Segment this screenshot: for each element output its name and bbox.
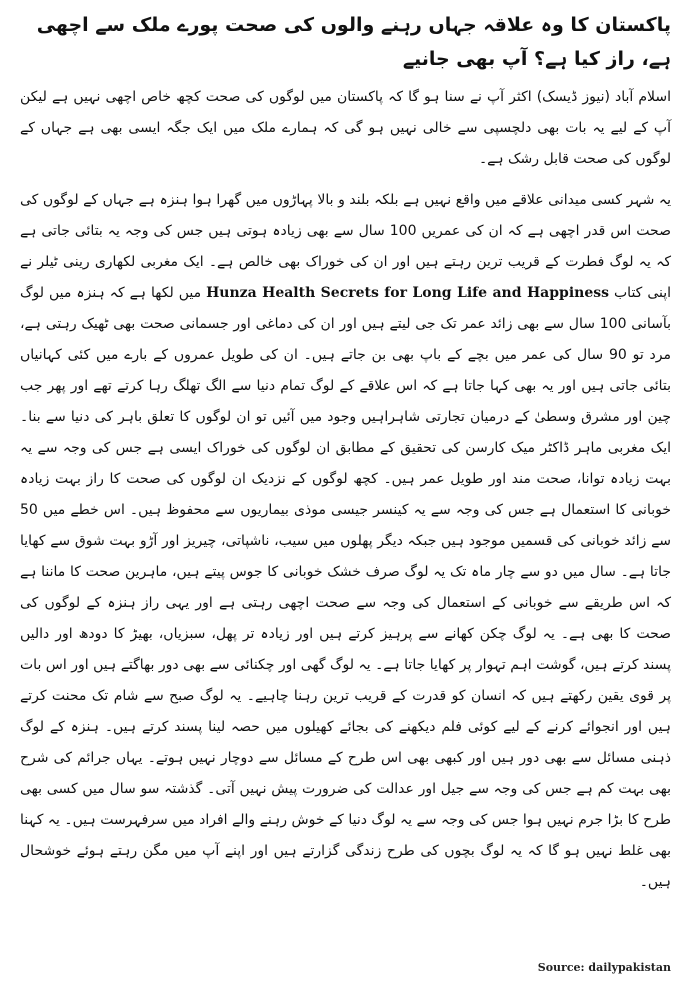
- article-paragraph-main: [20, 185, 671, 898]
- paragraph-text-before-book: یہ شہر کسی میدانی علاقے میں واقع نہیں ہے بلکہ بلند و بالا پہاڑوں میں گھرا ہوا ہنزہ ہے جہاں کے لوگوں کی صحت اس قدر اچھی ہے کہ ان کی عمریں 100 سال سے بھی زیادہ ہوتی ہیں جس کی وجہ یہ بتائی جاتی ہے کہ یہ لوگ فطرت کے قریب ترین رہتے ہیں اور ان کی خوراک بھی خالص ہے۔ ایک مغربی لکھاری رینی ٹیلر نے اپنی کتاب: [20, 192, 672, 301]
- source-credit: Source: dailypakistan: [537, 961, 671, 974]
- article-headline: پاکستان کا وہ علاقہ جہاں رہنے والوں کی صحت پورے ملک سے اچھی ہے، راز کیا ہے؟ آپ بھی جانیے: [36, 14, 671, 70]
- paragraph-text-after-book: میں لکھا ہے کہ ہنزہ میں لوگ بآسانی 100 سال سے بھی زائد عمر تک جی لیتے ہیں اور ان کی دماغی اور جسمانی صحت بھی ٹھیک رہتی ہے، مرد تو 90 سال کی عمر میں بچے کے باپ بھی بن جاتے ہیں۔ ان کی طویل عمروں کے بارے میں کئی کہانیاں بتائی جاتی ہیں اور یہ بھی کہا جاتا ہے کہ اس علاقے کے لوگ تمام دنیا سے الگ تھلگ رہا کرتے تھے اور پھر جب چین اور مشرق وسطیٰ کے درمیان تجارتی شاہراہیں وجود میں آئیں تو ان لوگوں کا تعلق باہر کی دنیا سے بنا۔ ایک مغربی ماہر ڈاکٹر میک کارسن کی تحقیق کے مطابق ان لوگوں کی خوراک ایسی ہے جس کی وجہ سے یہ بہت زیادہ توانا، صحت مند اور طویل عمر ہیں۔ کچھ لوگوں کے نزدیک ان لوگوں کی صحت کا راز بہت زیادہ خوبانی کا استعمال ہے جس کی وجہ سے یہ کینسر جیسی موذی بیماریوں سے محفوظ ہیں۔ اس خطے میں 50 سے زائد خوبانی کی قسمیں موجود ہیں جبکہ دیگر پھلوں میں سیب، ناشپاتی، چیریز اور آڑو بہت شوق سے کھایا جاتا ہے۔ سال میں دو سے چار ماہ تک یہ لوگ صرف خشک خوبانی کا جوس پیتے ہیں، ماہرین صحت کا ماننا ہے کہ اس طریقے سے خوبانی کے استعمال کی وجہ سے صحت اچھی رہتی ہے اور یہی راز ہنزہ کے لوگوں کی صحت کا بھی ہے۔ یہ لوگ چکن کھانے سے پرہیز کرتے ہیں اور زیادہ تر پھل، سبزیاں، بھیڑ کا دودھ اور دالیں پسند کرتے ہیں، گوشت اہم تہوار پر کھایا جاتا ہے۔ یہ لوگ گھی اور چکنائی سے بھی دور بھاگتے ہیں اور اس بات پر قوی یقین رکھتے ہیں کہ انسان کو قدرت کے قریب ترین رہنا چاہیے۔ یہ لوگ صبح سے شام تک محنت کرتے ہیں اور انجوائے کرنے کے لیے کوئی فلم دیکھنے کی بجائے کھیلوں میں حصہ لینا پسند کرتے ہیں۔ ہنزہ کے لوگ ذہنی مسائل سے بھی دور ہیں اور کبھی بھی اس طرح کے مسائل سے دوچار نہیں ہوتے۔ یہاں جرائم کی شرح بھی بہت کم ہے جس کی وجہ سے جیل اور عدالت کی ضرورت پیش نہیں آتی۔ گذشتہ سو سال میں کسی بھی طرح کا بڑا جرم نہیں ہوا جس کی وجہ سے یہ لوگ دنیا کے خوش رہنے والے افراد میں سرفہرست ہیں۔ یہ کہنا بھی غلط نہیں ہو گا کہ یہ لوگ بچوں کی طرح زندگی گزارتے ہیں اور اپنے آپ میں مگن رہتے ہوئے خوشحال ہیں۔: [20, 285, 671, 890]
- article-body: [20, 82, 671, 908]
- article-paragraph-intro: اسلام آباد (نیوز ڈیسک) اکثر آپ نے سنا ہو گا کہ پاکستان میں لوگوں کی صحت کچھ خاص اچھی نہیں ہے لیکن آپ کے لیے یہ بات بھی دلچسپی سے خالی نہیں ہو گی کہ ہمارے ملک میں ایک جگہ ایسی بھی ہے جہاں کے لوگوں کی صحت قابل رشک ہے۔: [20, 89, 671, 167]
- book-title: Hunza Health Secrets for Long Life and Happiness: [206, 285, 609, 301]
